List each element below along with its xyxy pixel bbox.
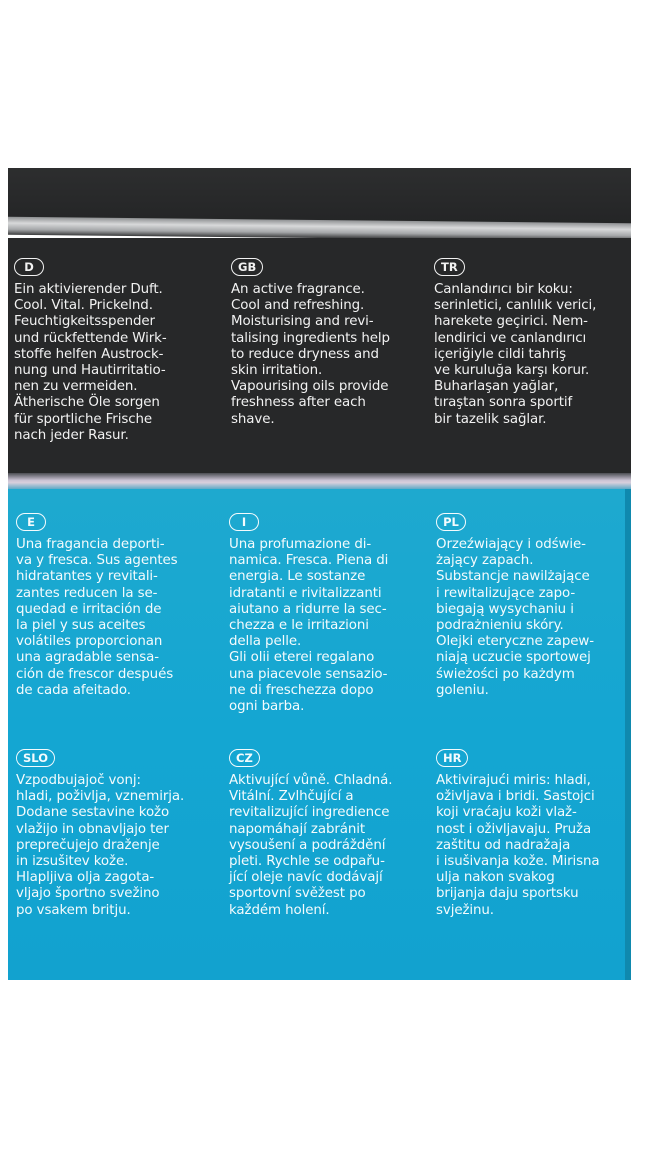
dark-panel — [8, 238, 631, 473]
panel-slo — [16, 747, 206, 919]
panel-gb-text: An active fragrance. Cool and refreshing. Moisturising and revi- talising ingredients help to reduce dryness and skin irritation. Vapourising oils provide freshness after each shave. — [231, 282, 390, 427]
box-side-edge — [625, 489, 631, 980]
language-badge-pl: PL — [436, 513, 466, 531]
panel-cz-text: Aktivující vůně. Chladná. Vitální. Zvlhčující a revitalizující ingredience napomáhají zabránit vysoušení a podráždění pleti. Rychle se odpařu- jící oleje navíc dodávají sportovní svěžest po každém holení. — [229, 773, 393, 918]
panel-slo-text: Vzpodbujajoč vonj: hladi, poživlja, vznemirja. Dodane sestavine kožo vlažijo in obnavljajo ter preprečujejo draženje in izsušitev kože. Hlapljiva olja zagota- vljajo športno svežino po vsakem britju. — [16, 773, 185, 918]
panel-d — [14, 256, 204, 444]
language-badge-cz: CZ — [229, 749, 260, 767]
panel-tr-text: Canlandırıcı bir koku: serinletici, canlılık verici, harekete geçirici. Nem- lendirici ve canlandırıcı içeriğiyle cildi tahriş ve kuruluğa karşı korur. Buharlaşan yağlar, tıraştan sonra sportif bir tazelik sağlar. — [434, 282, 597, 427]
panel-hr-text: Aktivirajući miris: hladi, oživljava i bridi. Sastojci koji vraćaju koži vlaž- nost i oživljavaju. Pruža zaštitu od nadražaja i isušivanja kože. Mirisna ulja nakon svakog brijanja daju sportsku svježinu. — [436, 773, 600, 918]
panel-pl — [436, 511, 626, 699]
panel-e-text: Una fragancia deporti- va y fresca. Sus agentes hidratantes y revitali- zantes reducen la se- quedad e irritación de la piel y sus aceites volátiles proporcionan una agradable sensa- ción de frescor después de cada afeitado. — [16, 537, 178, 698]
panel-tr — [434, 256, 624, 428]
panel-cz — [229, 747, 419, 919]
panel-gb — [231, 256, 421, 428]
panel-d-text: Ein aktivierender Duft. Cool. Vital. Prickelnd. Feuchtigkeitsspender und rückfettende Wirk- stoffe helfen Austrock- nung und Hautirritatio- nen zu vermeiden. Ätherische Öle sorgen für sportliche Frische nach jeder Rasur. — [14, 282, 167, 443]
panel-e — [16, 511, 206, 699]
panel-hr — [436, 747, 626, 919]
language-badge-slo: SLO — [16, 749, 55, 767]
panel-i-text: Una profumazione di- namica. Fresca. Piena di energia. Le sostanze idratanti e rivitalizzanti aiutano a ridurre la sec- chezza e le irritazioni della pelle. Gli olii eterei regalano una piacevole sensazio- ne di freschezza dopo ogni barba. — [229, 537, 389, 715]
panel-pl-text: Orzeźwiający i odświe- żający zapach. Substancje nawilżające i rewitalizujące zapo- biegają wysychaniu i podrażnieniu skóry. Olejki eteryczne zapew- niają uczucie sportowej świeżości po każdym goleniu. — [436, 537, 594, 698]
language-badge-i: I — [229, 513, 259, 531]
language-badge-gb: GB — [231, 258, 263, 276]
product-box — [8, 168, 631, 980]
language-badge-e: E — [16, 513, 46, 531]
blue-panel — [8, 489, 631, 980]
language-badge-tr: TR — [434, 258, 465, 276]
panel-i — [229, 511, 419, 715]
language-badge-hr: HR — [436, 749, 468, 767]
language-badge-d: D — [14, 258, 44, 276]
color-stripe — [8, 473, 631, 489]
